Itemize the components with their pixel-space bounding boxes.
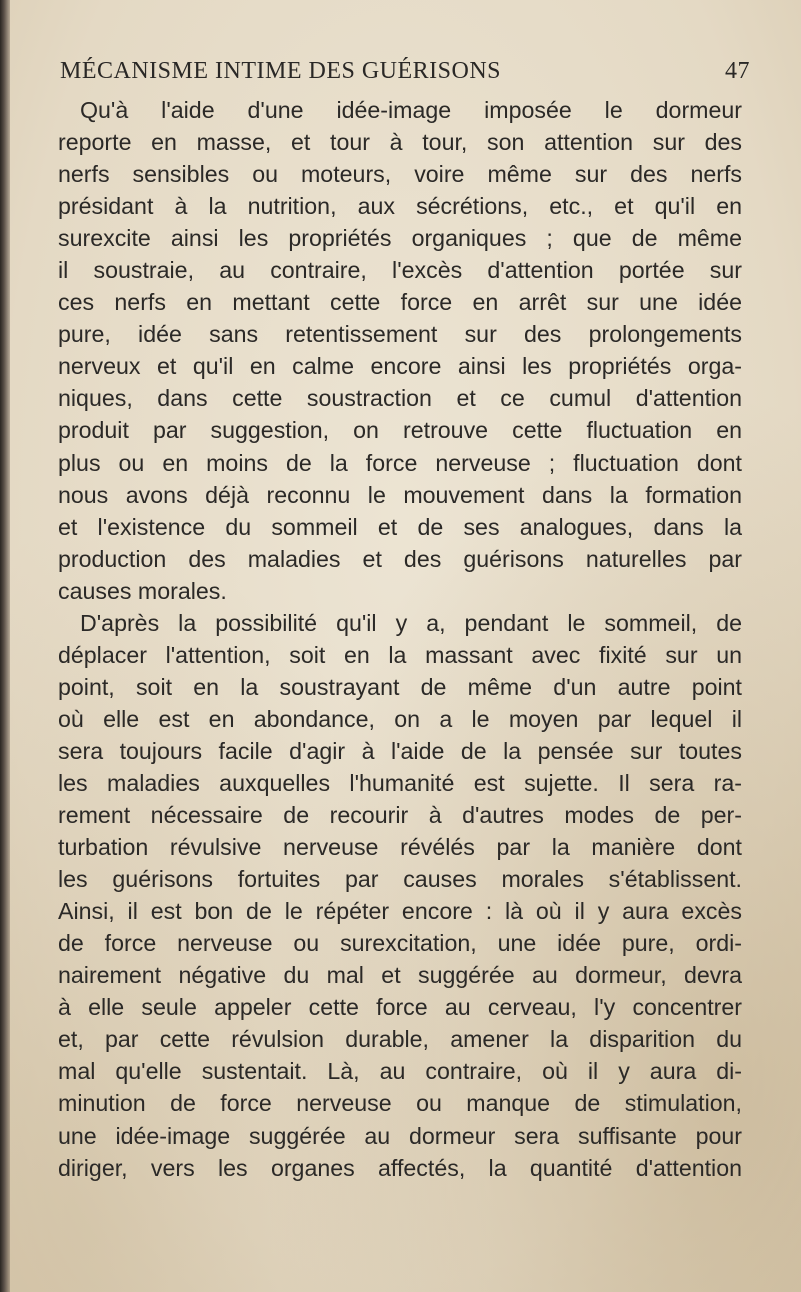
- text-line: une idée-image suggérée au dormeur sera suffisante pour: [58, 1122, 742, 1149]
- text-line: et, par cette révulsion durable, amener la disparition du: [58, 1026, 742, 1053]
- text-line: ces nerfs en mettant cette force en arrêt sur une idée: [58, 289, 742, 316]
- text-line: de force nerveuse ou surexcitation, une idée pure, ordi-: [58, 930, 742, 957]
- body-text: [58, 94, 742, 1184]
- text-line: où elle est en abondance, on a le moyen par lequel il: [58, 705, 742, 732]
- text-line: il soustraie, au contraire, l'excès d'attention portée sur: [58, 257, 742, 284]
- page-number: 47: [725, 58, 750, 84]
- book-spine-shadow: [0, 0, 10, 1292]
- text-line: D'après la possibilité qu'il y a, pendant le sommeil, de: [80, 609, 742, 636]
- text-line: pure, idée sans retentissement sur des prolongements: [58, 321, 742, 348]
- text-line: reporte en masse, et tour à tour, son attention sur des: [58, 129, 742, 156]
- text-line: plus ou en moins de la force nerveuse ; fluctuation dont: [58, 449, 742, 476]
- text-line: nerfs sensibles ou moteurs, voire même sur des nerfs: [58, 161, 742, 188]
- text-line: point, soit en la soustrayant de même d'un autre point: [58, 673, 742, 700]
- text-line: Ainsi, il est bon de le répéter encore : là où il y aura excès: [58, 898, 742, 925]
- text-line: minution de force nerveuse ou manque de stimulation,: [58, 1090, 742, 1117]
- text-line: mal qu'elle sustentait. Là, au contraire, où il y aura di-: [58, 1058, 742, 1085]
- text-line: les guérisons fortuites par causes morales s'établissent.: [58, 866, 742, 893]
- text-line: rement nécessaire de recourir à d'autres modes de per-: [58, 802, 742, 829]
- paragraph-2: [58, 607, 742, 1184]
- text-line: nairement négative du mal et suggérée au dormeur, devra: [58, 962, 742, 989]
- text-line: produit par suggestion, on retrouve cette fluctuation en: [58, 417, 742, 444]
- text-line: nous avons déjà reconnu le mouvement dans la formation: [58, 481, 742, 508]
- running-title: MÉCANISME INTIME DES GUÉRISONS: [60, 58, 502, 84]
- text-line: niques, dans cette soustraction et ce cumul d'attention: [58, 385, 742, 412]
- text-line: nerveux et qu'il en calme encore ainsi les propriétés orga-: [58, 353, 742, 380]
- text-line: les maladies auxquelles l'humanité est sujette. Il sera ra-: [58, 769, 742, 796]
- text-line: diriger, vers les organes affectés, la quantité d'attention: [58, 1154, 742, 1181]
- text-line: sera toujours facile d'agir à l'aide de la pensée sur toutes: [58, 737, 742, 764]
- text-line: et l'existence du sommeil et de ses analogues, dans la: [58, 513, 742, 540]
- text-line: turbation révulsive nerveuse révélés par la manière dont: [58, 834, 742, 861]
- page-header: [60, 58, 750, 94]
- text-line: Qu'à l'aide d'une idée-image imposée le dormeur: [80, 97, 742, 123]
- paragraph-1: [58, 94, 742, 607]
- text-line: production des maladies et des guérisons naturelles par: [58, 545, 742, 572]
- text-line: causes morales.: [58, 577, 227, 604]
- text-line: surexcite ainsi les propriétés organiques ; que de même: [58, 225, 742, 252]
- text-line: à elle seule appeler cette force au cerveau, l'y concentrer: [58, 994, 742, 1021]
- text-line: présidant à la nutrition, aux sécrétions, etc., et qu'il en: [58, 193, 742, 220]
- text-line: déplacer l'attention, soit en la massant avec fixité sur un: [58, 641, 742, 668]
